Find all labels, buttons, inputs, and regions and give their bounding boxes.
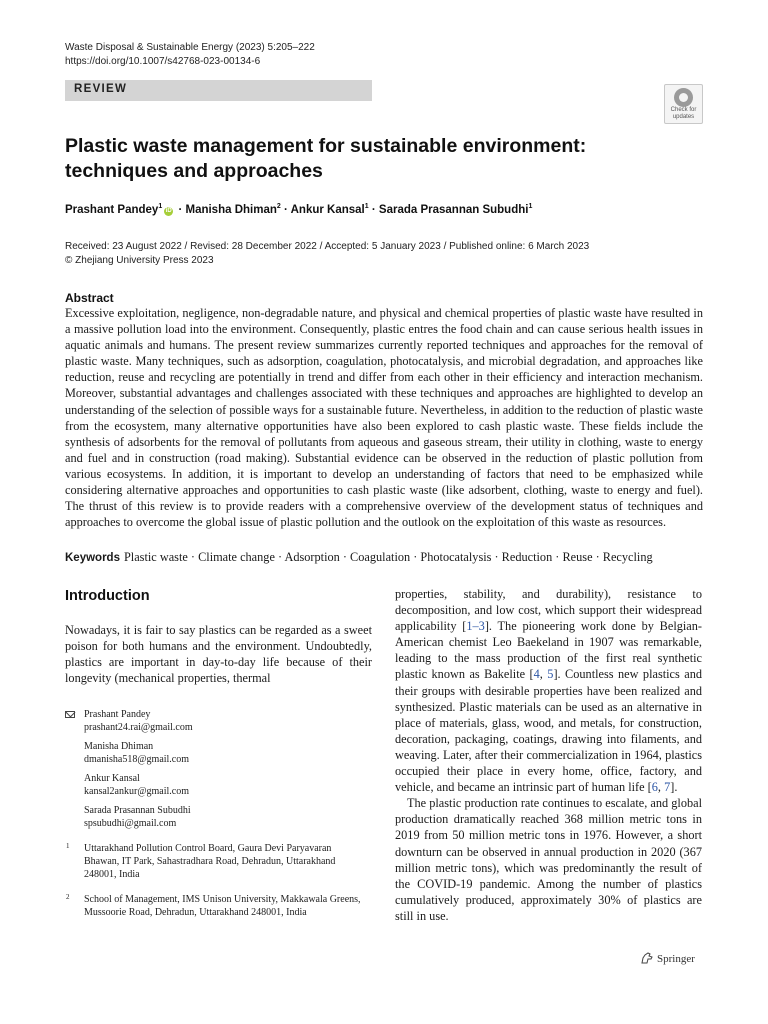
copyright-line: © Zhejiang University Press 2023 xyxy=(65,255,214,266)
publisher-name: Springer xyxy=(657,953,695,965)
contact-name: Ankur Kansal xyxy=(84,773,140,784)
springer-horse-icon xyxy=(640,952,654,964)
author-affiliation: 1 xyxy=(528,203,533,210)
author-name[interactable]: Sarada Prasannan Subudhi xyxy=(378,203,529,216)
introduction-paragraph: properties, stability, and durability), resistance to decomposition, and low cost, which support their widespread applicability [1–3]. The pioneering work done by Belgian-American chemist Leo Baekeland in 1907 was remarkable, leading to the mass production of the first real synthetic plastic known as Bakelite [4, 5]. Countless new plastics and their groups with desirable properties have been realized and synthesized. Plastic materials can be used as an alternative in place of materials, glass, wood, and metals, for construction, decoration, packaging, coatings, drawing into filaments, and weaving. Later, after their commercialization in 1964, plastics occupied their place in every home, office, factory, and vehicle, and became an intrinsic part of human life [6, 7]. xyxy=(395,587,702,795)
citation-link[interactable]: 1–3 xyxy=(466,619,485,634)
contact-email[interactable]: spsubudhi@gmail.com xyxy=(84,818,177,829)
affiliation-text: Uttarakhand Pollution Control Board, Gaura Devi Paryavaran Bhawan, IT Park, Sahastradhara Road, Dehradun, Uttarakhand 248001, India xyxy=(84,843,336,880)
article-title: Plastic waste management for sustainable environment: techniques and approaches xyxy=(65,135,587,182)
orcid-icon[interactable]: iD xyxy=(165,207,172,214)
introduction-paragraph: The plastic production rate continues to escalate, and global production dramatically reached 368 million metric tons in 2019 from 50 million metric tons in 1976. However, a short downturn can be observed in annual production in 2020 (367 million metric tons), which was predominantly the result of the COVID-19 pandemic. Among the number of plastics cumulatively produced, approximately 30% of plastics are still in use. xyxy=(395,796,702,923)
introduction-heading: Introduction xyxy=(65,588,150,604)
abstract-heading: Abstract xyxy=(65,291,114,305)
author-affiliation: 1 xyxy=(364,203,369,210)
contact-name: Prashant Pandey xyxy=(84,709,151,720)
introduction-left-paragraph: Nowadays, it is fair to say plastics can be regarded as a sweet poison for both humans and the environment. Undoubtedly, plastics are important in day-to-day life because of their longevity (mechanical properties, thermal xyxy=(65,623,372,686)
affiliation-entry xyxy=(65,842,365,881)
affiliation-entry xyxy=(65,893,365,919)
publication-history xyxy=(65,240,589,268)
author-name[interactable]: Manisha Dhiman xyxy=(185,203,277,216)
citation-link[interactable]: 6 xyxy=(651,780,658,795)
author-name[interactable]: Prashant Pandey xyxy=(65,203,159,216)
contact-email[interactable]: dmanisha518@gmail.com xyxy=(84,754,190,765)
publisher-logo xyxy=(640,952,695,965)
affiliation-text: School of Management, IMS Unison University, Makkawala Greens, Mussoorie Road, Dehradun, Uttarakhand 248001, India xyxy=(84,894,361,918)
author-affiliation: 2 xyxy=(276,203,281,210)
author-list xyxy=(65,203,532,216)
introduction-right-column xyxy=(395,586,702,924)
article-type-bar xyxy=(65,80,372,101)
affiliation-number: 1 xyxy=(66,842,70,850)
envelope-icon xyxy=(65,711,75,718)
citation-link[interactable]: 4 xyxy=(533,667,540,682)
author-separator: · xyxy=(178,203,183,216)
author-name[interactable]: Ankur Kansal xyxy=(290,203,365,216)
journal-citation: Waste Disposal & Sustainable Energy (2023) 5:205–222 xyxy=(65,42,315,53)
footnotes xyxy=(65,708,365,919)
contact-name: Manisha Dhiman xyxy=(84,741,154,752)
contact-entry xyxy=(84,740,365,766)
contact-entry xyxy=(84,708,365,734)
author-affiliation: 1 xyxy=(158,203,163,210)
article-type-label: REVIEW xyxy=(74,83,128,95)
contact-entry xyxy=(84,772,365,798)
abstract-text: Excessive exploitation, negligence, non-degradable nature, and physical and chemical properties of plastic waste have resulted in a massive pollution load into the environment. Consequently, plastic entres the food chain and can cause serious health issues in aquatic animals and humans. The present review summarizes currently reported techniques and approaches for the removal of plastic waste. Many techniques, such as adsorption, coagulation, photocatalysis, and microbial degradation, and approaches like reduction, reuse and recycling are potentially in trend and differ from each other in their efficiency and interaction mechanism. Moreover, substantial advantages and challenges associated with these techniques and approaches are highlighted to develop an understanding of the selection of possible ways for a sustainable future. Nevertheless, in addition to the reduction of plastic waste from the ecosystem, many alternative opportunities have also been explored to cash plastic waste. These fields include the synthesis of adsorbents for the removal of pollutants from aqueous and gaseous stream, their utility in clothing, waste to energy and fuel and in construction (road making). Substantial evidence can be observed in the reduction of plastic pollution from various ecosystems. In addition, it is important to develop an understanding of factors that need to be emphasized while considering alternative approaches and opportunities to cash plastic waste (like adsorbent, clothing, waste to energy and fuel). The thrust of this review is to provide readers with a comprehensive overview of the development status of techniques and approaches to overcome the global issue of plastic pollution and the outlook on the exploitation of this waste as resources. xyxy=(65,306,703,530)
check-updates-icon xyxy=(674,88,693,107)
check-for-updates-badge[interactable]: Check for updates xyxy=(664,84,703,124)
affiliation-number: 2 xyxy=(66,893,70,901)
contact-email[interactable]: prashant24.rai@gmail.com xyxy=(84,722,193,733)
keywords-line xyxy=(65,549,715,566)
author-separator: · xyxy=(283,203,288,216)
contact-name: Sarada Prasannan Subudhi xyxy=(84,805,191,816)
doi-link[interactable]: https://doi.org/10.1007/s42768-023-00134-6 xyxy=(65,56,261,67)
correspondence-block xyxy=(65,708,365,830)
contact-email[interactable]: kansal2ankur@gmail.com xyxy=(84,786,190,797)
citation-link[interactable]: 5 xyxy=(547,667,554,682)
contact-entry xyxy=(84,804,365,830)
citation-link[interactable]: 7 xyxy=(664,780,671,795)
publication-dates: Received: 23 August 2022 / Revised: 28 December 2022 / Accepted: 5 January 2023 / Published online: 6 March 2023 xyxy=(65,241,590,252)
keywords-list: Plastic waste · Climate change · Adsorption · Coagulation · Photocatalysis · Reduction · Reuse · Recycling xyxy=(123,550,653,564)
keywords-label: Keywords xyxy=(65,552,120,564)
author-separator: · xyxy=(371,203,376,216)
journal-header xyxy=(65,41,315,69)
